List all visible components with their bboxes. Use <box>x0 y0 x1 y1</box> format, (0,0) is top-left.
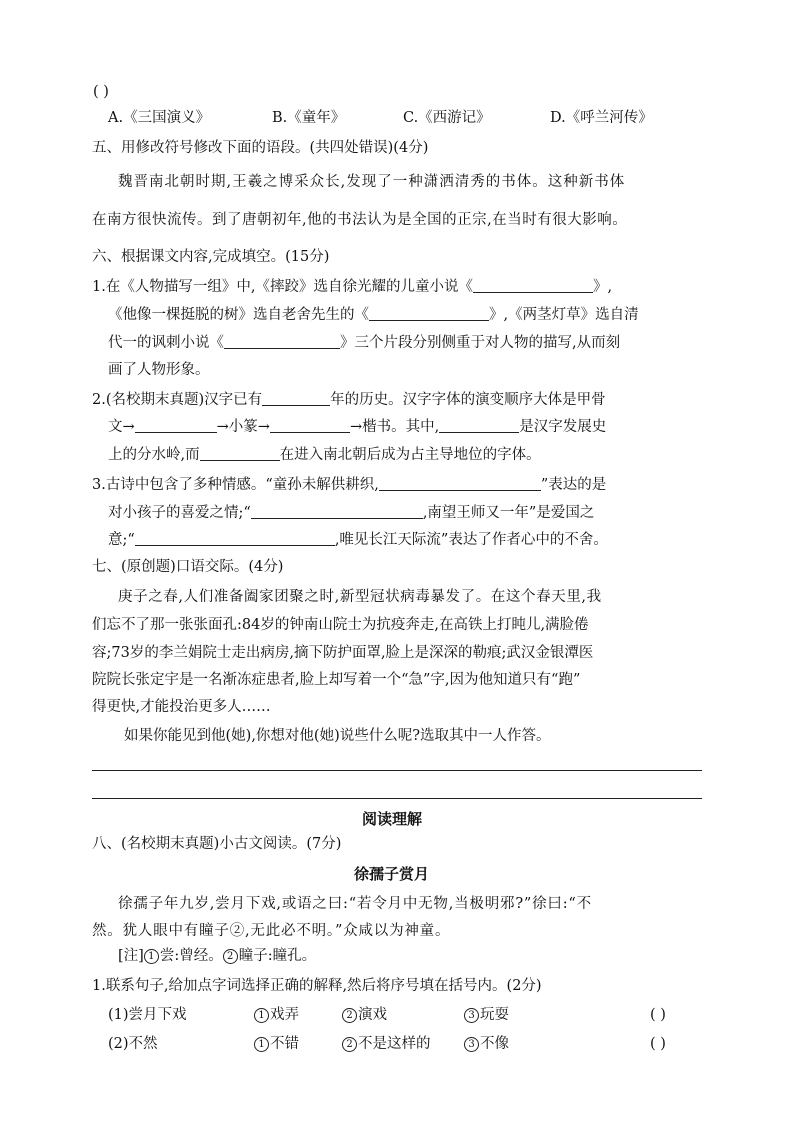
q6-title: 六、根据课文内容,完成填空。(15分) <box>92 249 330 265</box>
option-d: D.《呼兰河传》 <box>550 110 653 126</box>
blank-script-1[interactable] <box>135 418 217 433</box>
blank-script-2[interactable] <box>270 418 350 433</box>
q7-para-line3: 容;73岁的李兰娟院士走出病房,摘下防护面罩,脸上是深深的勒痕;武汉金银潭医 <box>92 645 594 661</box>
q7-prompt: 如果你能见到他(她),你想对他(她)说些什么呢?选取其中一人作答。 <box>124 728 551 744</box>
q6-item3-line3: 意;“ ,唯见长江天际流”表达了作者心中的不舍。 <box>108 532 608 548</box>
q8-sub1: 1.联系句子,给加点字词选择正确的解释,然后将序号填在括号内。(2分) <box>92 978 542 994</box>
passage-line2: 然。犹人眼中有瞳子②,无此必不明。”众咸以为神童。 <box>92 923 451 939</box>
choice-row-2-opt3[interactable]: 3 不像 <box>464 1034 509 1054</box>
blank-satire-novel[interactable] <box>224 334 340 349</box>
option-c: C.《西游记》 <box>403 110 491 126</box>
q8-title: 八、(名校期末真题)小古文阅读。(7分) <box>92 836 342 852</box>
choice-row-2-opt2[interactable]: 2 不是这样的 <box>342 1034 431 1054</box>
choice-row-1-opt3[interactable]: 3 玩耍 <box>464 1005 509 1025</box>
passage-title: 徐孺子赏月 <box>354 865 430 883</box>
q6-item2-line3: 上的分水岭,而 在进入南北朝后成为占主导地位的字体。 <box>108 447 541 463</box>
q5-line1: 魏晋南北朝时期,王羲之博采众长,发现了一种潇洒清秀的书体。这种新书体 <box>118 174 626 190</box>
q5-line2: 在南方很快流传。到了唐朝初年,他的书法认为是全国的正宗,在当时有很大影响。 <box>92 212 628 228</box>
blank-novel[interactable] <box>473 278 593 293</box>
option-b: B.《童年》 <box>272 110 346 126</box>
choice-row-2-question: (2)不然 <box>108 1036 158 1052</box>
q6-item1-line4: 画了人物形象。 <box>108 362 210 378</box>
q7-para-line1: 庚子之春,人们准备阖家团聚之时,新型冠状病毒暴发了。在这个春天里,我 <box>118 589 602 605</box>
blank-years[interactable] <box>262 391 330 406</box>
q7-para-line5: 得更快,才能投治更多人…… <box>92 699 271 715</box>
choice-row-2-answer[interactable]: ( ) <box>650 1036 666 1052</box>
choice-row-1-answer[interactable]: ( ) <box>650 1007 666 1023</box>
blank-watershed[interactable] <box>439 418 519 433</box>
annotation: [注] 1 尝:曾经。 2 瞳子:瞳孔。 <box>118 948 317 964</box>
answer-paren: ( ) <box>93 84 109 100</box>
blank-dominant-script[interactable] <box>200 446 280 461</box>
q6-item3-line2: 对小孩子的喜爱之情;“ ,南望王师又一年”是爱国之 <box>108 505 595 521</box>
choice-row-1-question: (1)尝月下戏 <box>108 1007 187 1023</box>
answer-line-1[interactable] <box>92 770 702 771</box>
q5-title: 五、用修改符号修改下面的语段。(共四处错误)(4分) <box>92 140 429 156</box>
option-a: A.《三国演义》 <box>108 110 211 126</box>
circled-number-1: 1 <box>144 949 159 964</box>
q6-item3-line1: 3.古诗中包含了多种情感。“童孙未解供耕织, ”表达的是 <box>92 477 607 493</box>
q7-para-line4: 院院长张定宇是一名渐冻症患者,脸上却写着一个“急”字,因为他知道只有“跑” <box>92 672 581 688</box>
answer-line-2[interactable] <box>92 798 702 799</box>
q7-title: 七、(原创题)口语交际。(4分) <box>92 559 284 575</box>
circled-number-2: 2 <box>223 949 238 964</box>
q6-item2-line2: 文→ →小篆→ →楷书。其中, 是汉字发展史 <box>108 419 607 435</box>
passage-line1: 徐孺子年九岁,尝月下戏,或语之曰:“若令月中无物,当极明邪?”徐曰:“不 <box>118 896 592 912</box>
blank-poem-3[interactable] <box>135 531 335 546</box>
blank-poem-2[interactable] <box>251 504 423 519</box>
choice-row-1-opt2[interactable]: 2 演戏 <box>342 1005 387 1025</box>
blank-poem-1[interactable] <box>379 476 541 491</box>
choice-row-2-opt1[interactable]: 1 不错 <box>254 1034 299 1054</box>
q6-item1-line1: 1.在《人物描写一组》中,《摔跤》选自徐光耀的儿童小说《 》, <box>92 279 613 295</box>
q6-item1-line3: 代一的讽刺小说《 》三个片段分别侧重于对人物的描写,从而刻 <box>108 335 621 351</box>
q6-item1-line2: 《他像一棵挺脱的树》选自老舍先生的《 》,《两茎灯草》选自清 <box>108 307 639 323</box>
q7-para-line2: 们忘不了那一张张面孔:84岁的钟南山院士为抗疫奔走,在高铁上打盹儿,满脸倦 <box>92 617 589 633</box>
section-title: 阅读理解 <box>362 810 423 828</box>
blank-laoshe-work[interactable] <box>369 306 489 321</box>
q6-item2-line1: 2.(名校期末真题)汉字已有 年的历史。汉字字体的演变顺序大体是甲骨 <box>92 392 606 408</box>
choice-row-1-opt1[interactable]: 1 戏弄 <box>254 1005 299 1025</box>
